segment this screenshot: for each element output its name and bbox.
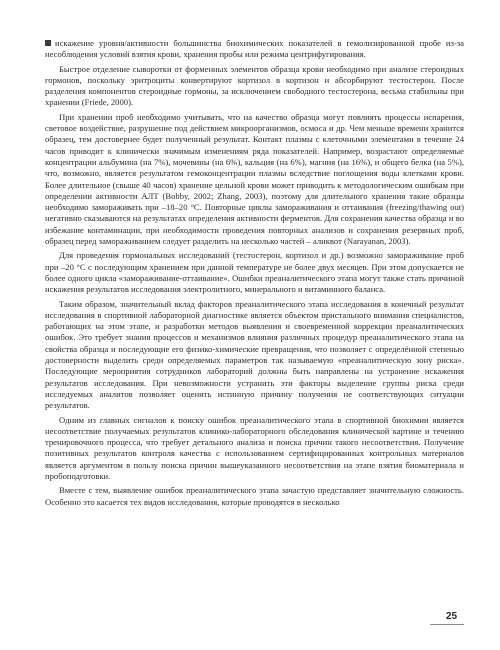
page-number: 25 <box>446 611 458 622</box>
paragraph-hormonal-freezing: Для проведения гормональных исследований (тестостерон, кортизол и др.) возможно замораживание проб при –20 °С с последующим хранением при данной температуре не более двух месяцев. При этом допускается не более одного цикла «замораживание-оттаивание». Ошибки преаналитического этапа могут также стать причиной искажения результатов исследования электролитного, минерального и витаминного баланса. <box>45 250 464 295</box>
paragraph-preanalytical-summary: Таким образом, значительный вклад факторов преаналитического этапа исследования в конечный результат исследования в спортивной лабораторной диагностике является объектом пристального внимания специалистов, работающих на этом этапе, и разработки методов выявления и своевременной коррекции преаналитических ошибок. Это требует знания процессов и механизмов влияния различных процедур преаналитического этапа на свойства образца и последующие его физико-химические превращения, что позволяет с определённой степенью достоверности выделить среди определяемых параметров так называемую «преаналитическую зону риска». Последующие мероприятия сотрудников лабораторий должны быть направлены на устранение искажения результатов исследования. При невозможности устранить эти факторы выделение группы риска среди исследуемых аналитов позволяет оценить истинную причину получения не соответствующих ситуации результатов. <box>45 298 464 411</box>
paragraph-serum-separation: Быстрое отделение сыворотки от форменных элементов образца крови необходимо при анализе стероидных гормонов, поскольку эритроциты конвертируют кортизол в кортизон и абсорбируют тестостерон. После разделения компонентов стероидные гормоны, за исключением свободного тестостерона, весьма стабильны при хранении (Friede, 2000). <box>45 63 464 108</box>
paragraph-error-complexity: Вместе с тем, выявление ошибок преаналитического этапа зачастую представляет значительную сложность. Особенно это касается тех видов исследования, которые проводятся в несколько <box>45 485 464 507</box>
bullet-paragraph <box>45 38 464 61</box>
paragraph-sample-storage: При хранении проб необходимо учитывать, что на качество образца могут повлиять процессы испарения, световое воздействие, разрушение под действием микроорганизмов, осмоса и др. Чем меньше времени хранится образец, тем достовернее будет полученный результат. Контакт плазмы с клеточными элементами в течение 24 часов приводит к клинически значимым изменениям ряда показателей. Например, возрастают определяемые концентрации альбумина (на 7%), мочевины (на 6%), кальция (на 6%), магния (на 16%), и общего белка (на 5%), что, возможно, является результатом гемоконцентрации плазмы вследствие поглощения воды клетками крови. Более длительное (свыше 40 часов) хранение цельной крови может приводить к методологическим ошибкам при определении активности АЛТ (Bobby, 2002; Zhang, 2003), поэтому для длительного хранения такие образцы необходимо замораживать при –18–20 °С. Повторные циклы замораживания и оттаивания (freezing/thawing out) негативно сказываются на результатах определения активности ферментов. Для сохранения качества образца и во избежание контаминации, при необходимости проведения повторных анализов и сохранения резервных проб, образец перед замораживанием следует разделить на несколько частей – аликвот (Narayanan, 2003). <box>45 111 464 247</box>
square-bullet-icon <box>45 40 51 46</box>
bullet-text: искажение уровня/активности большинства биохимических показателей в гемолизированной пробе из-за несоблюдения условий взятия крови, хранения пробы или режима центрифугирования. <box>45 38 464 60</box>
paragraph-error-signals: Одним из главных сигналов к поиску ошибок преаналитического этапа в спортивной биохимии является несоответствие получаемых результатов клинико-лабораторного обследования клинической картине и течению тренировочного процесса, что требует детального анализа и поиска причин такого несоответствия. Получение позитивных результатов контроля качества с использованием сертифицированных контрольных материалов является аргументом в пользу поиска причин вышеуказанного несоответствия на этапе взятия биоматериала и пробоподготовки. <box>45 414 464 481</box>
page-body <box>45 38 464 623</box>
page-number-rule <box>430 624 464 625</box>
